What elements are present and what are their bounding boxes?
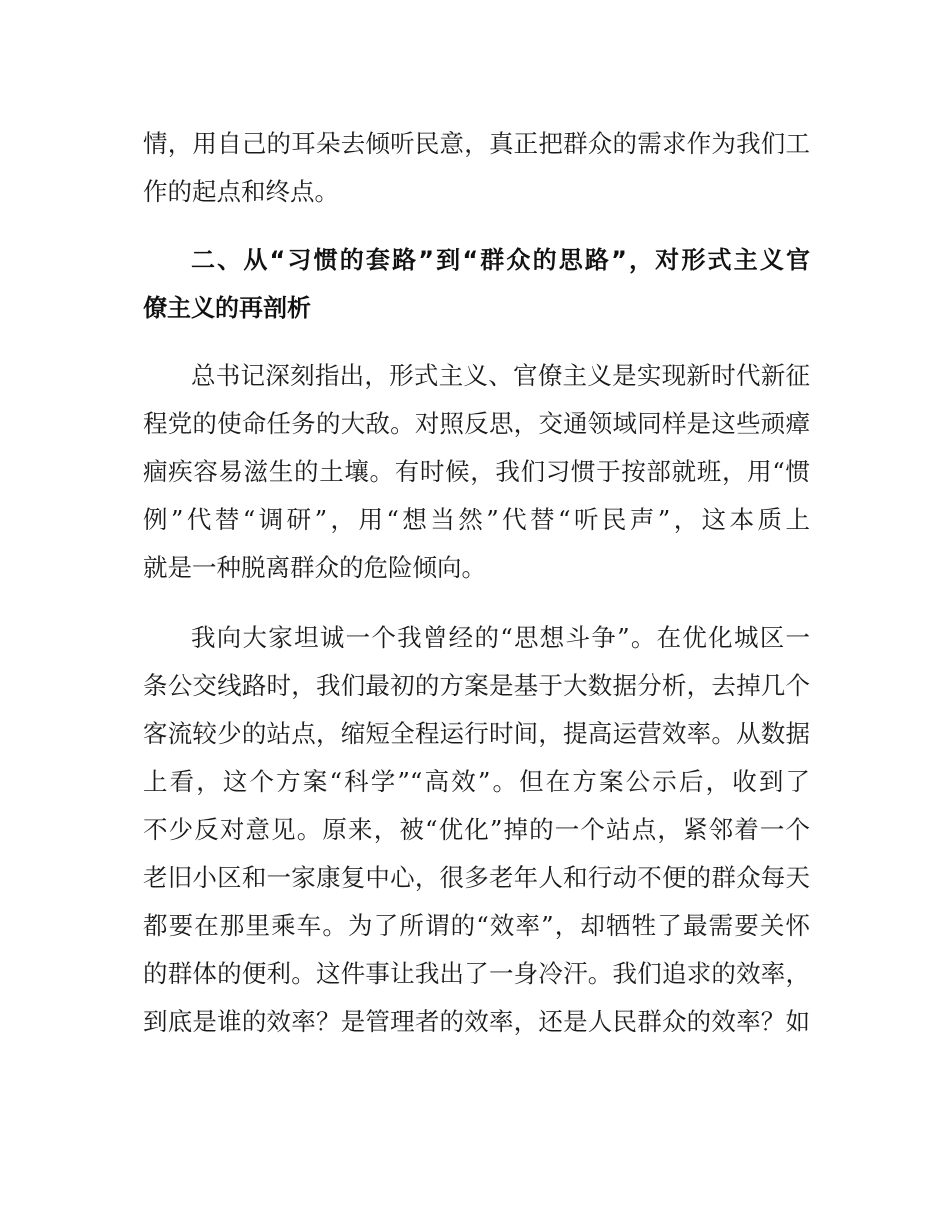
paragraph-line: 痼疾容易滋生的土壤。有时候，我们习惯于按部就班，用“惯 xyxy=(143,457,810,486)
paragraph-line: 程党的使命任务的大敌。对照反思，交通领域同样是这些顽瘴 xyxy=(143,409,810,438)
paragraph-line: 上看，这个方案“科学”“高效”。但在方案公示后，收到了 xyxy=(143,767,810,796)
paragraph-line: 老旧小区和一家康复中心，很多老年人和行动不便的群众每天 xyxy=(143,863,810,892)
section-heading-line: 二、从“习惯的套路”到“群众的思路”，对形式主义官 xyxy=(191,246,810,274)
paragraph-line: 例”代替“调研”，用“想当然”代替“听民声”，这本质上 xyxy=(143,505,810,534)
paragraph-line: 都要在那里乘车。为了所谓的“效率”，却牺牲了最需要关怀 xyxy=(143,911,810,940)
paragraph-line: 条公交线路时，我们最初的方案是基于大数据分析，去掉几个 xyxy=(143,671,810,700)
paragraph-line: 不少反对意见。原来，被“优化”掉的一个站点，紧邻着一个 xyxy=(143,815,810,844)
paragraph-line: 情，用自己的耳朵去倾听民意，真正把群众的需求作为我们工 xyxy=(143,129,810,158)
section-heading-line: 僚主义的再剖析 xyxy=(143,294,311,322)
paragraph-line: 就是一种脱离群众的危险倾向。 xyxy=(143,553,486,582)
paragraph-line: 作的起点和终点。 xyxy=(143,177,339,206)
paragraph-line: 我向大家坦诚一个我曾经的“思想斗争”。在优化城区一 xyxy=(191,623,810,652)
paragraph-line: 的群体的便利。这件事让我出了一身冷汗。我们追求的效率， xyxy=(143,959,810,988)
paragraph-line: 客流较少的站点，缩短全程运行时间，提高运营效率。从数据 xyxy=(143,719,810,748)
paragraph-line: 到底是谁的效率？是管理者的效率，还是人民群众的效率？如 xyxy=(143,1007,810,1036)
paragraph-line: 总书记深刻指出，形式主义、官僚主义是实现新时代新征 xyxy=(191,361,810,390)
